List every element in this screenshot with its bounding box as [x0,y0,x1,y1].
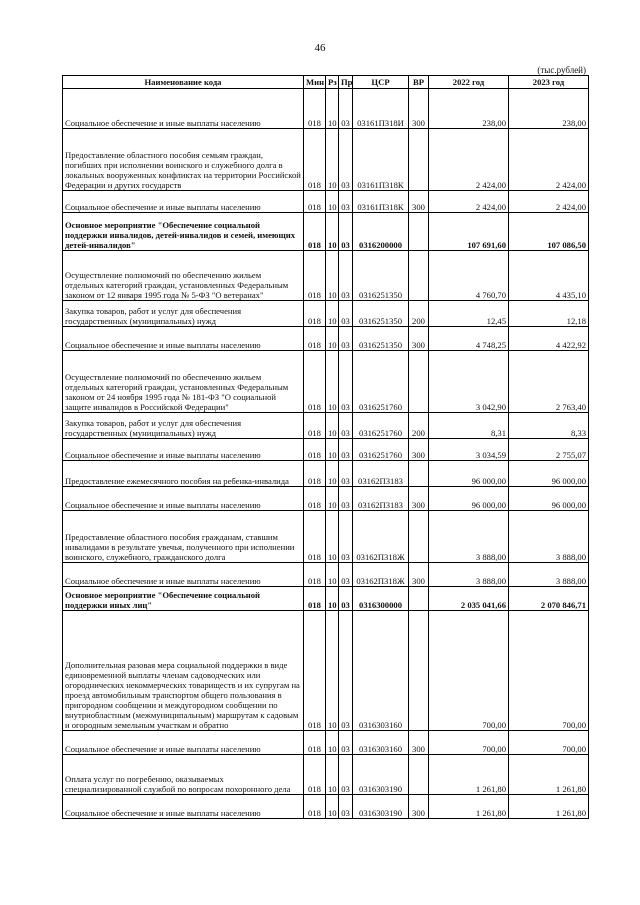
header-vr: ВР [409,76,429,89]
cell-pr: 03 [339,89,353,129]
cell-min: 018 [304,327,326,351]
cell-name: Закупка товаров, работ и услуг для обеспечения государственных (муниципальных) нужд [63,413,304,439]
cell-2022: 4 760,70 [429,251,509,301]
cell-min: 018 [304,461,326,487]
header-csr: ЦСР [353,76,409,89]
cell-2023: 4 422,92 [509,327,589,351]
cell-pr: 03 [339,351,353,413]
cell-min: 018 [304,191,326,213]
cell-csr: 0316251350 [353,301,409,327]
cell-rz: 10 [326,563,339,587]
cell-rz: 10 [326,439,339,461]
cell-2022: 12,45 [429,301,509,327]
cell-vr: 300 [409,191,429,213]
cell-pr: 03 [339,413,353,439]
cell-name: Основное мероприятие "Обеспечение социальной поддержки иных лиц" [63,587,304,611]
cell-2022: 1 261,80 [429,795,509,819]
table-row [63,129,589,191]
cell-2023: 2 763,40 [509,351,589,413]
cell-name: Социальное обеспечение и иные выплаты населению [63,327,304,351]
header-rz: Рз [326,76,339,89]
cell-csr: 0316303190 [353,795,409,819]
cell-vr [409,461,429,487]
cell-2022: 3 888,00 [429,563,509,587]
cell-name: Социальное обеспечение и иные выплаты населению [63,795,304,819]
table-row [63,327,589,351]
cell-name: Предоставление ежемесячного пособия на ребенка-инвалида [63,461,304,487]
cell-min: 018 [304,89,326,129]
cell-2022: 8,31 [429,413,509,439]
cell-rz: 10 [326,213,339,251]
cell-pr: 03 [339,563,353,587]
cell-vr [409,611,429,731]
cell-vr: 300 [409,89,429,129]
cell-min: 018 [304,511,326,563]
cell-csr: 03161П318К [353,129,409,191]
cell-2023: 96 000,00 [509,487,589,511]
cell-pr: 03 [339,795,353,819]
cell-2023: 238,00 [509,89,589,129]
cell-rz: 10 [326,191,339,213]
table-row [63,191,589,213]
cell-name: Социальное обеспечение и иные выплаты населению [63,191,304,213]
cell-rz: 10 [326,611,339,731]
cell-min: 018 [304,795,326,819]
cell-vr [409,511,429,563]
cell-2023: 2 424,00 [509,129,589,191]
cell-pr: 03 [339,587,353,611]
cell-csr: 03162П3183 [353,487,409,511]
table-row [63,461,589,487]
table-row [63,611,589,731]
cell-pr: 03 [339,511,353,563]
cell-name: Предоставление областного пособия гражданам, ставшим инвалидами в результате увечья, полученного при исполнении воинского, служебного, гражданского долга [63,511,304,563]
table-row [63,487,589,511]
table-body [63,89,589,819]
cell-2022: 3 888,00 [429,511,509,563]
cell-vr: 200 [409,301,429,327]
cell-rz: 10 [326,413,339,439]
cell-csr: 0316300000 [353,587,409,611]
cell-min: 018 [304,611,326,731]
cell-2023: 1 261,80 [509,755,589,795]
cell-rz: 10 [326,755,339,795]
cell-min: 018 [304,301,326,327]
cell-name: Социальное обеспечение и иные выплаты населению [63,487,304,511]
cell-rz: 10 [326,251,339,301]
cell-min: 018 [304,587,326,611]
units-label: (тыс.рублей) [537,65,586,75]
table-row [63,301,589,327]
cell-2023: 2 755,07 [509,439,589,461]
cell-2023: 3 888,00 [509,563,589,587]
cell-2022: 96 000,00 [429,487,509,511]
cell-vr [409,251,429,301]
table-row [63,587,589,611]
cell-2022: 238,00 [429,89,509,129]
cell-2023: 700,00 [509,611,589,731]
cell-pr: 03 [339,731,353,755]
cell-name: Основное мероприятие "Обеспечение социальной поддержки инвалидов, детей-инвалидов и семей, имеющих детей-инвалидов" [63,213,304,251]
cell-2022: 2 035 041,66 [429,587,509,611]
cell-csr: 03162П3183 [353,461,409,487]
header-name: Наименование кода [63,76,304,89]
header-min: Мин [304,76,326,89]
cell-pr: 03 [339,487,353,511]
cell-vr [409,755,429,795]
header-2022: 2022 год [429,76,509,89]
cell-min: 018 [304,755,326,795]
cell-name: Предоставление областного пособия семьям граждан, погибших при исполнении воинского и служебного долга в локальных вооруженных конфликтах на территории Российской Федерации и других государств [63,129,304,191]
cell-2022: 107 691,60 [429,213,509,251]
cell-rz: 10 [326,351,339,413]
table-row [63,351,589,413]
cell-csr: 0316251350 [353,251,409,301]
cell-2023: 96 000,00 [509,461,589,487]
cell-csr: 03161П318К [353,191,409,213]
cell-pr: 03 [339,439,353,461]
cell-rz: 10 [326,511,339,563]
cell-2022: 2 424,00 [429,191,509,213]
cell-name: Оплата услуг по погребению, оказываемых специализированной службой по вопросам похоронного дела [63,755,304,795]
cell-vr [409,351,429,413]
cell-vr [409,129,429,191]
cell-name: Осуществление полномочий по обеспечению жильем отдельных категорий граждан, установленных Федеральным законом от 24 ноября 1995 года № 181-ФЗ "О социальной защите инвалидов в Российской Федерации" [63,351,304,413]
cell-rz: 10 [326,327,339,351]
cell-pr: 03 [339,327,353,351]
cell-name: Социальное обеспечение и иные выплаты населению [63,731,304,755]
table-row [63,755,589,795]
page-number: 46 [314,42,326,54]
cell-vr [409,213,429,251]
cell-rz: 10 [326,301,339,327]
header-pr: Пр [339,76,353,89]
cell-vr: 300 [409,439,429,461]
cell-2023: 4 435,10 [509,251,589,301]
cell-csr: 03162П318Ж [353,563,409,587]
cell-pr: 03 [339,611,353,731]
cell-2022: 700,00 [429,731,509,755]
cell-csr: 03162П318Ж [353,511,409,563]
cell-rz: 10 [326,129,339,191]
cell-2023: 2 424,00 [509,191,589,213]
cell-2023: 1 261,80 [509,795,589,819]
cell-2022: 1 261,80 [429,755,509,795]
cell-rz: 10 [326,731,339,755]
cell-vr: 200 [409,413,429,439]
cell-min: 018 [304,731,326,755]
cell-rz: 10 [326,587,339,611]
table-header-row [63,76,589,89]
header-2023: 2023 год [509,76,589,89]
cell-rz: 10 [326,461,339,487]
cell-min: 018 [304,251,326,301]
table-row [63,795,589,819]
cell-2023: 2 070 846,71 [509,587,589,611]
cell-min: 018 [304,487,326,511]
cell-pr: 03 [339,191,353,213]
cell-2022: 2 424,00 [429,129,509,191]
cell-2022: 96 000,00 [429,461,509,487]
budget-table [62,75,589,819]
cell-rz: 10 [326,795,339,819]
cell-name: Дополнительная разовая мера социальной поддержки в виде единовременной выплаты членам садоводческих или огороднических некоммерческих товариществ и их супругам на проезд автомобильным транспортом общего пользования в пригородном сообщении и междугородном сообщении по внутриобластным (межмуниципальным) маршрутам к садовым и огородным земельным участкам и обратно [63,611,304,731]
cell-min: 018 [304,563,326,587]
cell-vr: 300 [409,487,429,511]
cell-vr: 300 [409,795,429,819]
cell-min: 018 [304,439,326,461]
table-row [63,413,589,439]
cell-2022: 3 034,59 [429,439,509,461]
cell-pr: 03 [339,461,353,487]
cell-csr: 0316251760 [353,413,409,439]
cell-min: 018 [304,413,326,439]
cell-csr: 03161П318И [353,89,409,129]
cell-name: Социальное обеспечение и иные выплаты населению [63,563,304,587]
cell-min: 018 [304,129,326,191]
cell-csr: 0316303190 [353,755,409,795]
table-row [63,563,589,587]
cell-min: 018 [304,213,326,251]
cell-pr: 03 [339,251,353,301]
cell-csr: 0316303160 [353,611,409,731]
cell-2022: 4 748,25 [429,327,509,351]
cell-vr: 300 [409,731,429,755]
cell-name: Закупка товаров, работ и услуг для обеспечения государственных (муниципальных) нужд [63,301,304,327]
cell-csr: 0316251760 [353,351,409,413]
cell-csr: 0316303160 [353,731,409,755]
cell-name: Осуществление полномочий по обеспечению жильем отдельных категорий граждан, установленных Федеральным законом от 12 января 1995 года № 5-ФЗ "О ветеранах" [63,251,304,301]
cell-2023: 700,00 [509,731,589,755]
cell-pr: 03 [339,213,353,251]
cell-csr: 0316251760 [353,439,409,461]
cell-2023: 3 888,00 [509,511,589,563]
table-row [63,89,589,129]
cell-csr: 0316200000 [353,213,409,251]
cell-vr [409,587,429,611]
cell-pr: 03 [339,301,353,327]
cell-2022: 700,00 [429,611,509,731]
cell-2023: 12,18 [509,301,589,327]
cell-rz: 10 [326,89,339,129]
cell-csr: 0316251350 [353,327,409,351]
cell-rz: 10 [326,487,339,511]
cell-min: 018 [304,351,326,413]
cell-name: Социальное обеспечение и иные выплаты населению [63,89,304,129]
table-row [63,213,589,251]
table-row [63,251,589,301]
cell-2023: 107 086,50 [509,213,589,251]
cell-2023: 8,33 [509,413,589,439]
table-row [63,731,589,755]
cell-pr: 03 [339,755,353,795]
cell-name: Социальное обеспечение и иные выплаты населению [63,439,304,461]
table-row [63,511,589,563]
cell-vr: 300 [409,327,429,351]
cell-vr: 300 [409,563,429,587]
cell-pr: 03 [339,129,353,191]
cell-2022: 3 042,90 [429,351,509,413]
table-row [63,439,589,461]
